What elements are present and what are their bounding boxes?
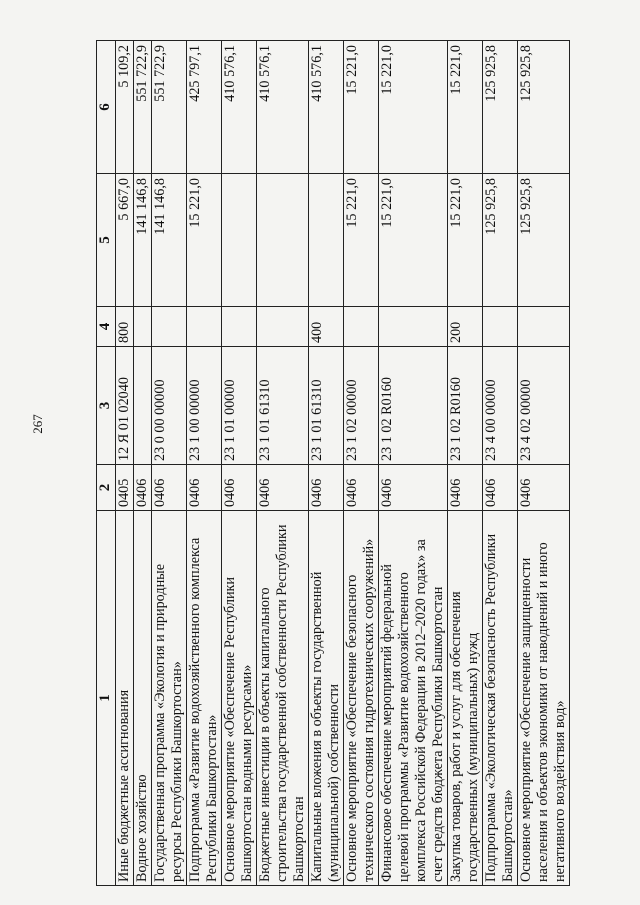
row-name: Основное мероприятие «Обеспечение защищенности населения и объектов экономики от наводнений и иного негативного воздействия вод» [518, 511, 570, 886]
target-article: 23 1 02 R0160 [448, 347, 483, 465]
expense-type [379, 307, 448, 347]
section-code: 0406 [483, 465, 518, 511]
expense-type: 400 [309, 307, 344, 347]
row-name: Водное хозяйство [134, 511, 152, 886]
table-row [448, 41, 483, 886]
amount-col-5: 5 667,0 [116, 174, 134, 307]
table-row [483, 41, 518, 886]
amount-col-6: 551 722,9 [134, 41, 152, 174]
amount-col-6: 125 925,8 [483, 41, 518, 174]
table-row [187, 41, 222, 886]
col-header-1: 1 [97, 511, 116, 886]
target-article: 23 1 00 00000 [187, 347, 222, 465]
amount-col-6: 410 576,1 [257, 41, 309, 174]
section-code: 0406 [309, 465, 344, 511]
col-header-5: 5 [97, 174, 116, 307]
header-row [97, 41, 116, 886]
section-code: 0406 [344, 465, 379, 511]
amount-col-5: 15 221,0 [187, 174, 222, 307]
table-row [116, 41, 134, 886]
amount-col-5: 141 146,8 [152, 174, 187, 307]
col-header-2: 2 [97, 465, 116, 511]
budget-table [96, 40, 570, 886]
target-article: 23 1 02 R0160 [379, 347, 448, 465]
expense-type [518, 307, 570, 347]
amount-col-6: 15 221,0 [379, 41, 448, 174]
amount-col-6: 551 722,9 [152, 41, 187, 174]
row-name: Государственная программа «Экология и природные ресурсы Республики Башкортостан» [152, 511, 187, 886]
amount-col-5: 15 221,0 [448, 174, 483, 307]
section-code: 0406 [134, 465, 152, 511]
section-code: 0406 [379, 465, 448, 511]
target-article: 23 1 01 61310 [309, 347, 344, 465]
target-article: 23 4 00 00000 [483, 347, 518, 465]
amount-col-5: 15 221,0 [344, 174, 379, 307]
target-article: 23 1 01 61310 [257, 347, 309, 465]
expense-type [344, 307, 379, 347]
table-row [134, 41, 152, 886]
section-code: 0406 [187, 465, 222, 511]
row-name: Иные бюджетные ассигнования [116, 511, 134, 886]
amount-col-5: 15 221,0 [379, 174, 448, 307]
amount-col-5: 125 925,8 [518, 174, 570, 307]
page-number: 267 [30, 414, 45, 434]
row-name: Финансовое обеспечение мероприятий федеральной целевой программы «Развитие водохозяйственного комплекса Российской Федерации в 2012–2020 годах» за счет средств бюджета Республики Башкортостан [379, 511, 448, 886]
amount-col-5 [309, 174, 344, 307]
table-row [379, 41, 448, 886]
col-header-3: 3 [97, 347, 116, 465]
amount-col-5: 141 146,8 [134, 174, 152, 307]
row-name: Основное мероприятие «Обеспечение Республики Башкортостан водными ресурсами» [222, 511, 257, 886]
target-article: 23 1 01 00000 [222, 347, 257, 465]
section-code: 0406 [448, 465, 483, 511]
section-code: 0406 [518, 465, 570, 511]
row-name: Основное мероприятие «Обеспечение безопасного технического состояния гидротехнических сооружений» [344, 511, 379, 886]
target-article [134, 347, 152, 465]
expense-type: 800 [116, 307, 134, 347]
table-row [222, 41, 257, 886]
amount-col-6: 15 221,0 [448, 41, 483, 174]
expense-type [134, 307, 152, 347]
table-row [344, 41, 379, 886]
col-header-4: 4 [97, 307, 116, 347]
target-article: 23 0 00 00000 [152, 347, 187, 465]
table-row [518, 41, 570, 886]
row-name: Бюджетные инвестиции в объекты капитального строительства государственной собственности Республики Башкортостан [257, 511, 309, 886]
amount-col-6: 410 576,1 [222, 41, 257, 174]
target-article: 23 1 02 00000 [344, 347, 379, 465]
row-name: Капитальные вложения в объекты государственной (муниципальной) собственности [309, 511, 344, 886]
amount-col-5: 125 925,8 [483, 174, 518, 307]
expense-type [152, 307, 187, 347]
target-article: 23 4 02 00000 [518, 347, 570, 465]
expense-type: 200 [448, 307, 483, 347]
expense-type [257, 307, 309, 347]
expense-type [187, 307, 222, 347]
section-code: 0406 [257, 465, 309, 511]
expense-type [222, 307, 257, 347]
section-code: 0405 [116, 465, 134, 511]
section-code: 0406 [152, 465, 187, 511]
table-row [152, 41, 187, 886]
row-name: Закупка товаров, работ и услуг для обеспечения государственных (муниципальных) нужд [448, 511, 483, 886]
table-row [309, 41, 344, 886]
amount-col-6: 410 576,1 [309, 41, 344, 174]
expense-type [483, 307, 518, 347]
amount-col-6: 425 797,1 [187, 41, 222, 174]
amount-col-5 [257, 174, 309, 307]
budget-table-rotated [96, 41, 586, 886]
row-name: Подпрограмма «Развитие водохозяйственного комплекса Республики Башкортостан» [187, 511, 222, 886]
row-name: Подпрограмма «Экологическая безопасность Республики Башкортостан» [483, 511, 518, 886]
table-row [257, 41, 309, 886]
col-header-6: 6 [97, 41, 116, 174]
target-article: 12 Я 01 02040 [116, 347, 134, 465]
amount-col-6: 15 221,0 [344, 41, 379, 174]
amount-col-6: 5 109,2 [116, 41, 134, 174]
section-code: 0406 [222, 465, 257, 511]
amount-col-6: 125 925,8 [518, 41, 570, 174]
amount-col-5 [222, 174, 257, 307]
